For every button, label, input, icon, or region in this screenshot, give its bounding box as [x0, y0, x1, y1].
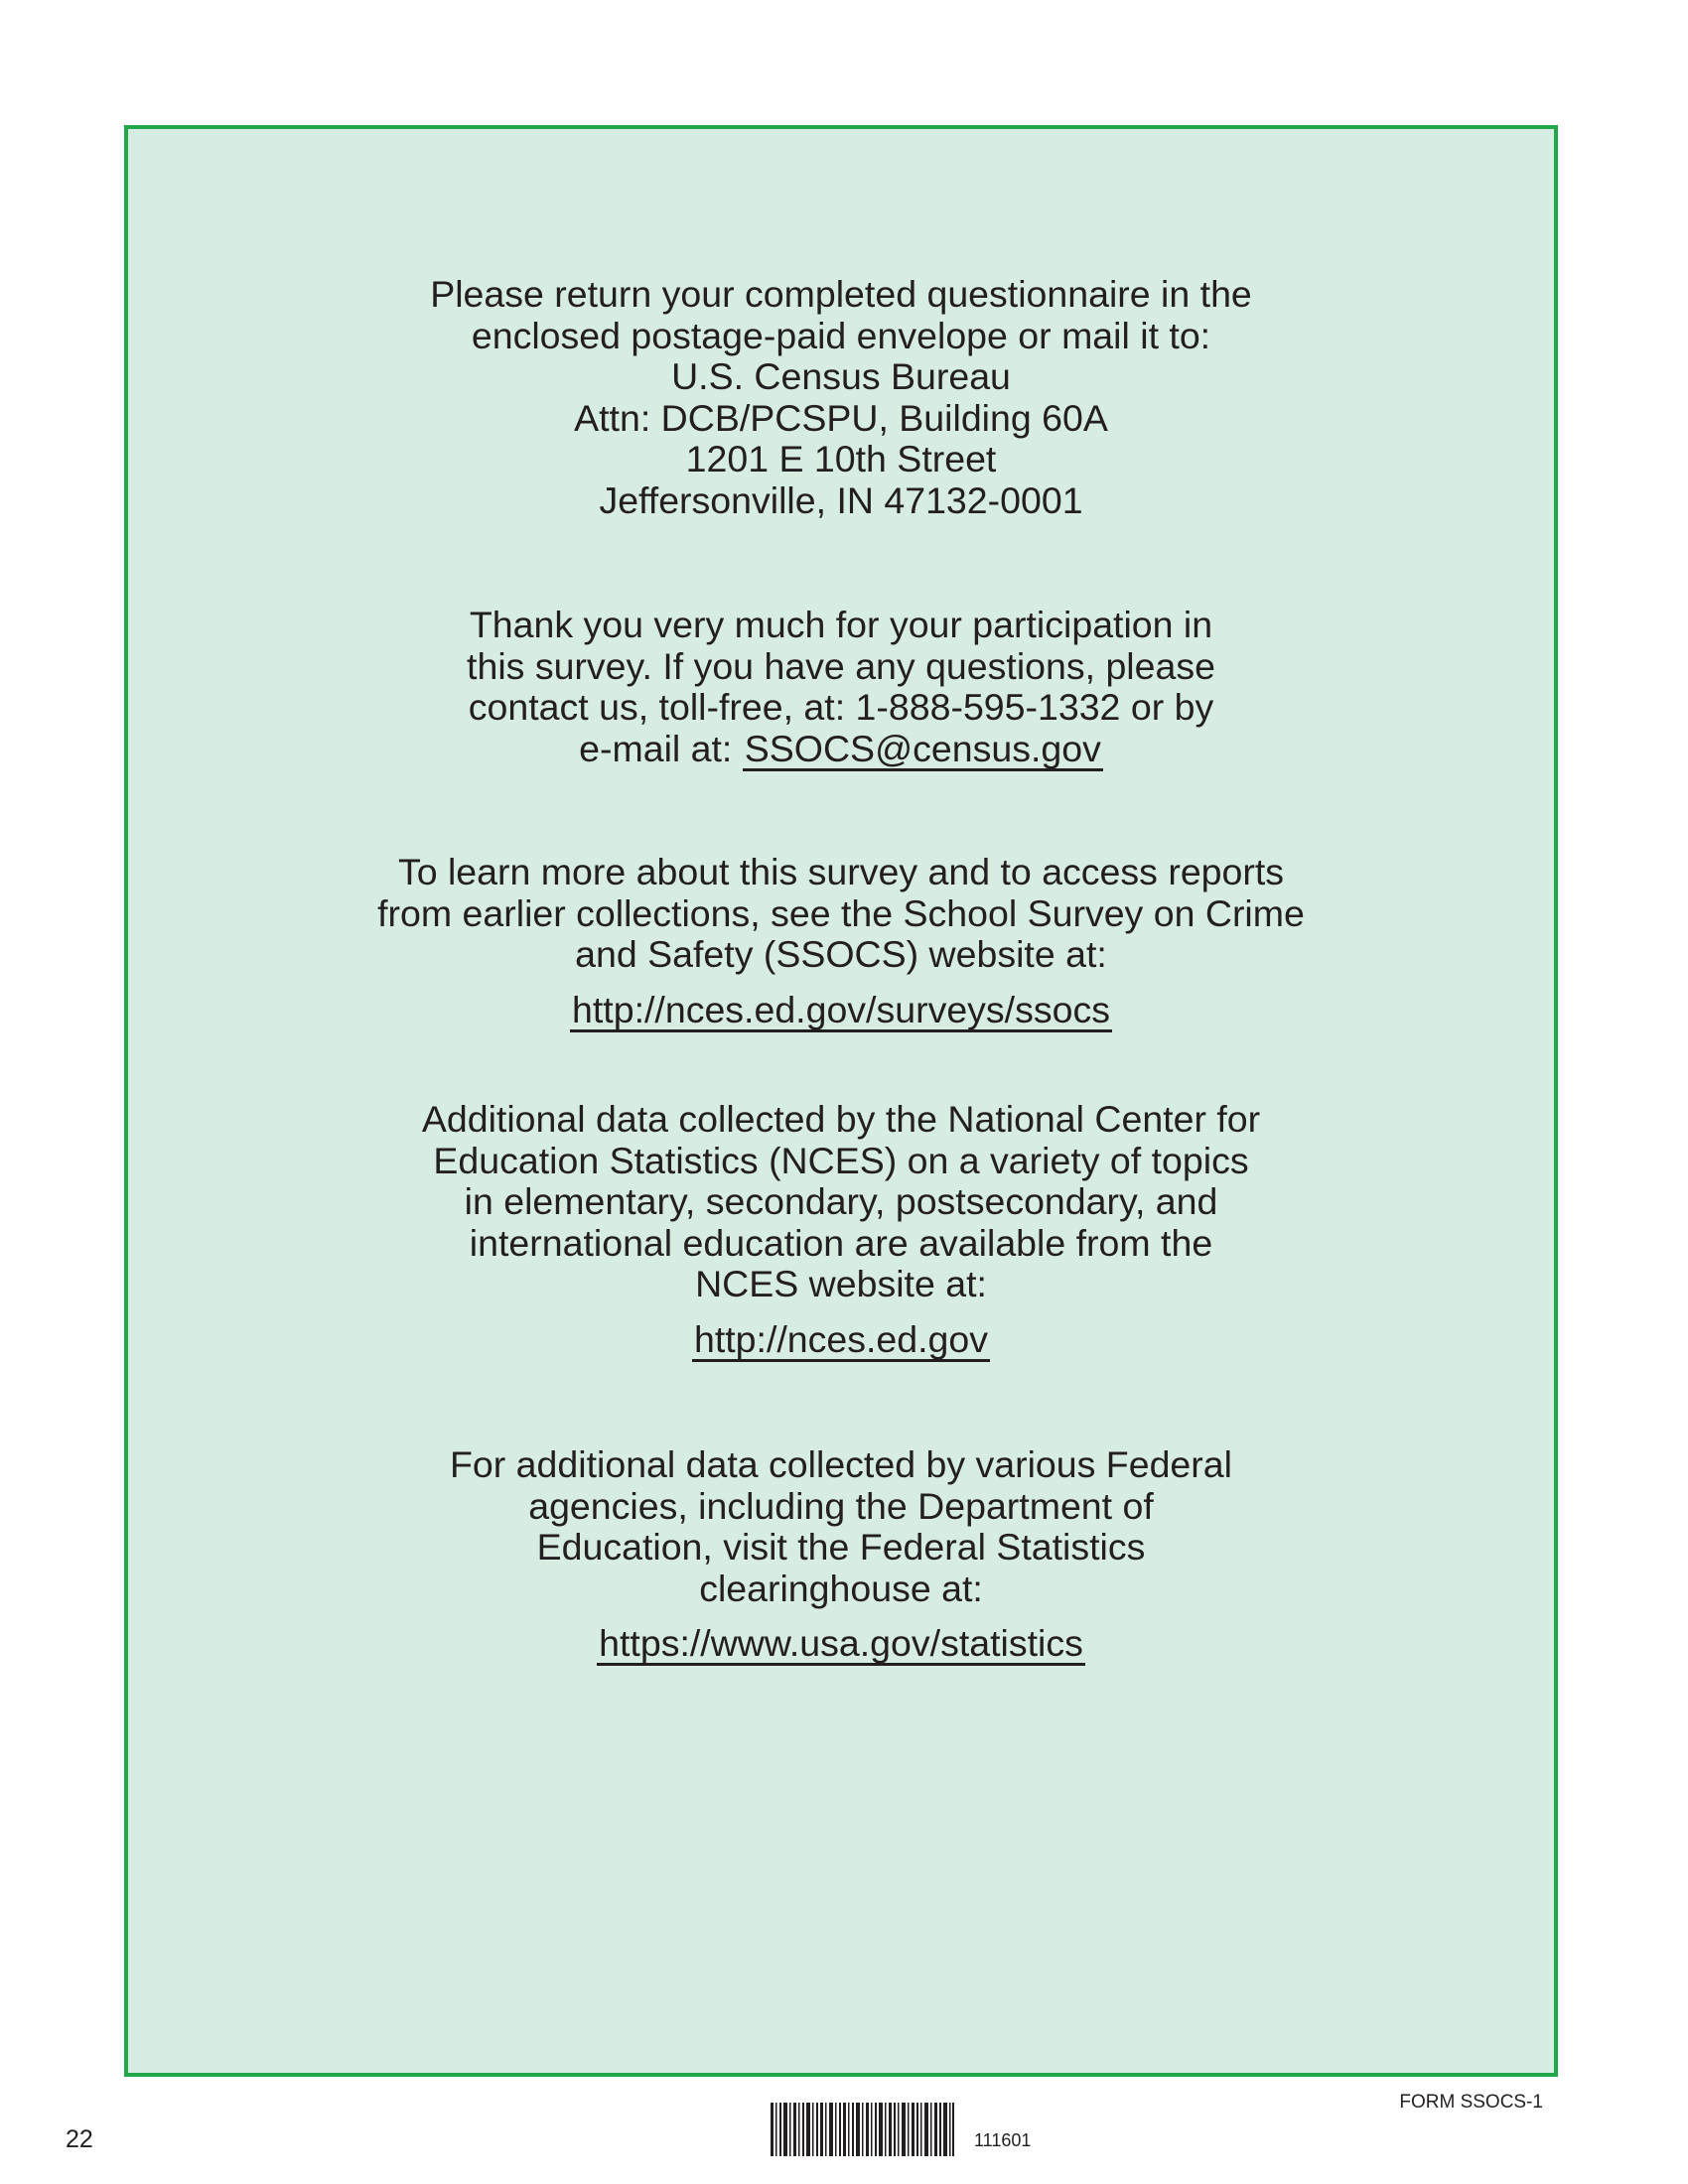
nces-website-link[interactable]: http://nces.ed.gov [693, 1317, 989, 1360]
learn-more-line: and Safety (SSOCS) website at: [575, 933, 1107, 975]
learn-more-line: from earlier collections, see the School Survey on Crime [377, 891, 1305, 934]
federal-line: clearinghouse at: [699, 1567, 983, 1609]
thanks-paragraph [128, 605, 1554, 771]
mailing-line: Jeffersonville, IN 47132-0001 [599, 478, 1083, 521]
learn-more-line: To learn more about this survey and to access reports [397, 851, 1285, 892]
nces-line: in elementary, secondary, postsecondary, and [464, 1180, 1218, 1222]
mailing-line: Attn: DCB/PCSPU, Building 60A [574, 396, 1108, 439]
ssocs-link-line [128, 990, 1554, 1032]
federal-link-line [128, 1623, 1554, 1666]
nces-paragraph [128, 1099, 1554, 1362]
thanks-line: Thank you very much for your participation in [469, 604, 1213, 645]
email-prefix: e-mail at: [579, 727, 743, 769]
barcode-icon [771, 2103, 954, 2156]
federal-statistics-link[interactable]: https://www.usa.gov/statistics [599, 1622, 1083, 1664]
nces-line: Education Statistics (NCES) on a variety of topics [433, 1139, 1249, 1181]
learn-more-paragraph [128, 852, 1554, 1032]
nces-line: NCES website at: [695, 1263, 987, 1304]
federal-line: agencies, including the Department of [528, 1484, 1154, 1527]
mailing-instructions [128, 274, 1554, 521]
barcode-number: 111601 [974, 2130, 1032, 2150]
nces-line: international education are available from the [469, 1221, 1213, 1264]
email-link[interactable]: SSOCS@census.gov [744, 727, 1101, 769]
thanks-line: this survey. If you have any questions, please [467, 644, 1215, 687]
mailing-line: Please return your completed questionnaire in the [430, 273, 1252, 315]
mailing-line: 1201 E 10th Street [685, 438, 997, 479]
email-line [128, 729, 1554, 771]
info-panel [124, 125, 1558, 2077]
thanks-line: contact us, toll-free, at: 1-888-595-1332 or by [468, 686, 1214, 728]
page-number: 22 [66, 2125, 93, 2153]
mailing-line: enclosed postage-paid envelope or mail it to: [471, 314, 1211, 356]
nces-link-line [128, 1319, 1554, 1362]
ssocs-website-link[interactable]: http://nces.ed.gov/surveys/ssocs [572, 988, 1110, 1030]
federal-line: Education, visit the Federal Statistics [536, 1526, 1146, 1568]
federal-statistics-paragraph [128, 1444, 1554, 1666]
nces-line: Additional data collected by the National Center for [421, 1098, 1261, 1140]
federal-line: For additional data collected by various Federal [450, 1443, 1232, 1485]
mailing-line: U.S. Census Bureau [671, 355, 1011, 397]
form-id: FORM SSOCS-1 [1399, 2092, 1543, 2113]
